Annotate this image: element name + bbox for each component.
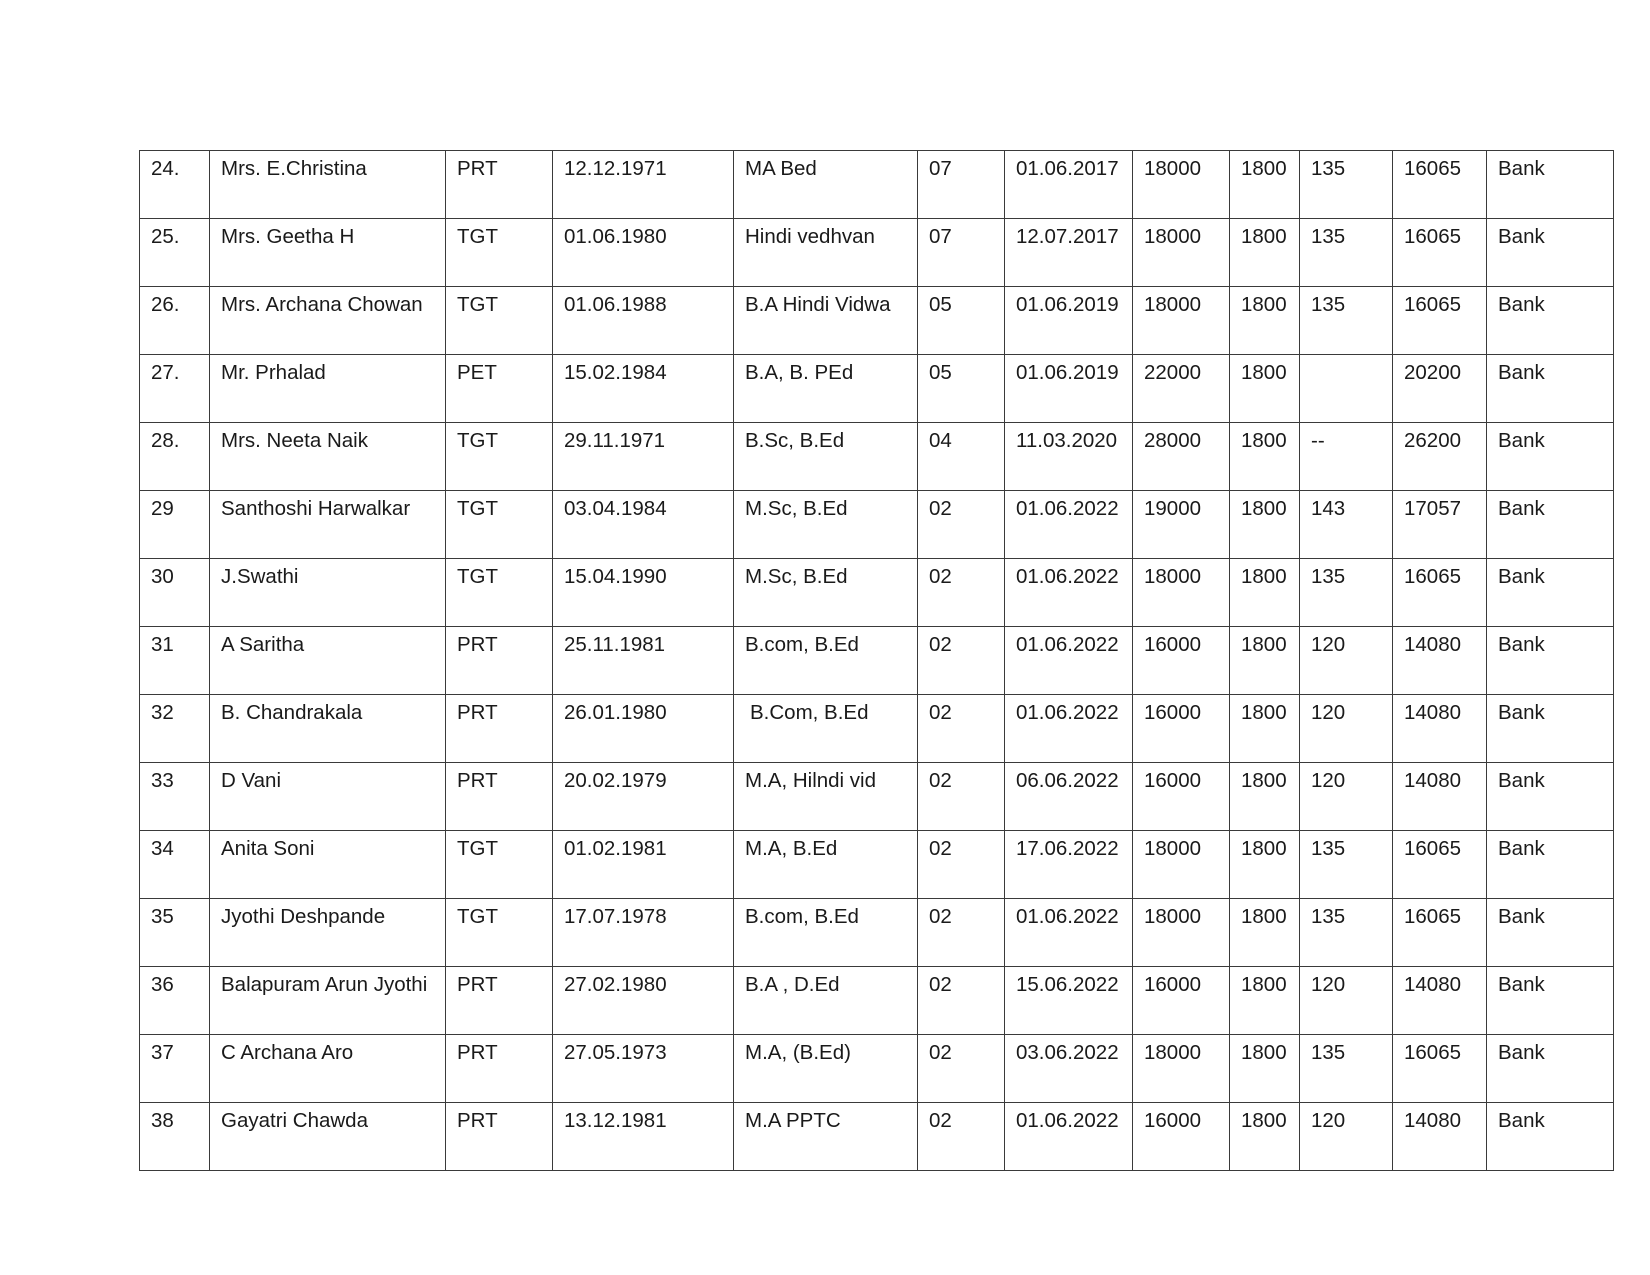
cell-salary: 28000 [1133, 423, 1230, 491]
cell-date-of-birth: 15.02.1984 [553, 355, 734, 423]
cell-experience: 02 [918, 1035, 1005, 1103]
cell-serial-number: 29 [140, 491, 210, 559]
cell-serial-number: 25. [140, 219, 210, 287]
cell-designation: PRT [446, 967, 553, 1035]
cell-deduction: 1800 [1230, 899, 1300, 967]
cell-payment-mode: Bank [1487, 1035, 1614, 1103]
cell-payment-mode: Bank [1487, 1103, 1614, 1171]
cell-tax [1300, 355, 1393, 423]
cell-tax: 143 [1300, 491, 1393, 559]
cell-experience: 05 [918, 287, 1005, 355]
table-row [140, 423, 1614, 491]
cell-salary: 19000 [1133, 491, 1230, 559]
cell-deduction: 1800 [1230, 151, 1300, 219]
cell-date-of-joining: 11.03.2020 [1005, 423, 1133, 491]
cell-qualification: M.Sc, B.Ed [734, 491, 918, 559]
cell-deduction: 1800 [1230, 287, 1300, 355]
table-row [140, 763, 1614, 831]
table-row [140, 1035, 1614, 1103]
cell-experience: 07 [918, 219, 1005, 287]
cell-designation: TGT [446, 899, 553, 967]
cell-staff-name: C Archana Aro [210, 1035, 446, 1103]
cell-deduction: 1800 [1230, 627, 1300, 695]
cell-experience: 02 [918, 899, 1005, 967]
cell-salary: 18000 [1133, 219, 1230, 287]
cell-net-pay: 26200 [1393, 423, 1487, 491]
table-body [140, 151, 1614, 1171]
cell-date-of-joining: 01.06.2019 [1005, 287, 1133, 355]
cell-serial-number: 30 [140, 559, 210, 627]
cell-tax: -- [1300, 423, 1393, 491]
cell-staff-name: Mr. Prhalad [210, 355, 446, 423]
cell-serial-number: 35 [140, 899, 210, 967]
cell-qualification: B.A , D.Ed [734, 967, 918, 1035]
cell-tax: 135 [1300, 151, 1393, 219]
table-row [140, 491, 1614, 559]
cell-tax: 120 [1300, 1103, 1393, 1171]
cell-deduction: 1800 [1230, 1035, 1300, 1103]
cell-payment-mode: Bank [1487, 287, 1614, 355]
cell-qualification: M.Sc, B.Ed [734, 559, 918, 627]
cell-staff-name: Mrs. Geetha H [210, 219, 446, 287]
cell-payment-mode: Bank [1487, 695, 1614, 763]
cell-payment-mode: Bank [1487, 899, 1614, 967]
cell-experience: 02 [918, 491, 1005, 559]
cell-experience: 02 [918, 763, 1005, 831]
cell-staff-name: Mrs. E.Christina [210, 151, 446, 219]
cell-date-of-joining: 01.06.2019 [1005, 355, 1133, 423]
cell-date-of-birth: 15.04.1990 [553, 559, 734, 627]
cell-designation: TGT [446, 287, 553, 355]
cell-net-pay: 14080 [1393, 967, 1487, 1035]
cell-deduction: 1800 [1230, 831, 1300, 899]
cell-serial-number: 24. [140, 151, 210, 219]
cell-net-pay: 16065 [1393, 559, 1487, 627]
cell-designation: TGT [446, 491, 553, 559]
cell-deduction: 1800 [1230, 355, 1300, 423]
cell-qualification: M.A, (B.Ed) [734, 1035, 918, 1103]
cell-deduction: 1800 [1230, 763, 1300, 831]
cell-serial-number: 32 [140, 695, 210, 763]
cell-deduction: 1800 [1230, 695, 1300, 763]
table-row [140, 219, 1614, 287]
cell-date-of-joining: 01.06.2022 [1005, 899, 1133, 967]
cell-date-of-joining: 01.06.2022 [1005, 695, 1133, 763]
cell-experience: 04 [918, 423, 1005, 491]
cell-net-pay: 16065 [1393, 287, 1487, 355]
cell-designation: TGT [446, 423, 553, 491]
cell-date-of-birth: 29.11.1971 [553, 423, 734, 491]
cell-salary: 16000 [1133, 763, 1230, 831]
cell-designation: PET [446, 355, 553, 423]
cell-staff-name: B. Chandrakala [210, 695, 446, 763]
cell-qualification: B.A Hindi Vidwa [734, 287, 918, 355]
cell-staff-name: D Vani [210, 763, 446, 831]
cell-tax: 135 [1300, 899, 1393, 967]
cell-designation: TGT [446, 559, 553, 627]
cell-date-of-joining: 01.06.2017 [1005, 151, 1133, 219]
cell-salary: 16000 [1133, 627, 1230, 695]
cell-deduction: 1800 [1230, 1103, 1300, 1171]
cell-deduction: 1800 [1230, 491, 1300, 559]
cell-qualification: Hindi vedhvan [734, 219, 918, 287]
cell-payment-mode: Bank [1487, 763, 1614, 831]
cell-date-of-birth: 20.02.1979 [553, 763, 734, 831]
cell-date-of-birth: 01.06.1980 [553, 219, 734, 287]
cell-designation: PRT [446, 627, 553, 695]
cell-staff-name: A Saritha [210, 627, 446, 695]
cell-deduction: 1800 [1230, 967, 1300, 1035]
cell-date-of-birth: 26.01.1980 [553, 695, 734, 763]
table-row [140, 1103, 1614, 1171]
cell-staff-name: Gayatri Chawda [210, 1103, 446, 1171]
cell-date-of-birth: 03.04.1984 [553, 491, 734, 559]
cell-experience: 02 [918, 831, 1005, 899]
cell-qualification: B.Com, B.Ed [734, 695, 918, 763]
cell-salary: 18000 [1133, 151, 1230, 219]
cell-payment-mode: Bank [1487, 219, 1614, 287]
table-row [140, 967, 1614, 1035]
cell-salary: 16000 [1133, 1103, 1230, 1171]
cell-staff-name: Balapuram Arun Jyothi [210, 967, 446, 1035]
cell-payment-mode: Bank [1487, 627, 1614, 695]
cell-staff-name: Santhoshi Harwalkar [210, 491, 446, 559]
cell-serial-number: 37 [140, 1035, 210, 1103]
cell-salary: 16000 [1133, 695, 1230, 763]
cell-tax: 135 [1300, 1035, 1393, 1103]
cell-experience: 02 [918, 627, 1005, 695]
cell-net-pay: 16065 [1393, 831, 1487, 899]
cell-payment-mode: Bank [1487, 967, 1614, 1035]
cell-tax: 135 [1300, 287, 1393, 355]
cell-net-pay: 17057 [1393, 491, 1487, 559]
cell-designation: TGT [446, 831, 553, 899]
cell-qualification: MA Bed [734, 151, 918, 219]
table-row [140, 151, 1614, 219]
cell-qualification: B.Sc, B.Ed [734, 423, 918, 491]
cell-tax: 120 [1300, 695, 1393, 763]
cell-qualification: B.com, B.Ed [734, 899, 918, 967]
cell-qualification: B.com, B.Ed [734, 627, 918, 695]
cell-date-of-birth: 27.05.1973 [553, 1035, 734, 1103]
cell-serial-number: 36 [140, 967, 210, 1035]
cell-tax: 120 [1300, 627, 1393, 695]
cell-net-pay: 20200 [1393, 355, 1487, 423]
cell-date-of-birth: 13.12.1981 [553, 1103, 734, 1171]
cell-net-pay: 16065 [1393, 1035, 1487, 1103]
cell-experience: 02 [918, 559, 1005, 627]
cell-deduction: 1800 [1230, 423, 1300, 491]
cell-experience: 05 [918, 355, 1005, 423]
cell-date-of-birth: 01.02.1981 [553, 831, 734, 899]
cell-serial-number: 28. [140, 423, 210, 491]
cell-date-of-joining: 01.06.2022 [1005, 491, 1133, 559]
staff-salary-table [139, 150, 1614, 1171]
cell-qualification: M.A, B.Ed [734, 831, 918, 899]
cell-serial-number: 33 [140, 763, 210, 831]
cell-designation: PRT [446, 151, 553, 219]
cell-tax: 135 [1300, 831, 1393, 899]
cell-staff-name: J.Swathi [210, 559, 446, 627]
cell-serial-number: 31 [140, 627, 210, 695]
cell-payment-mode: Bank [1487, 355, 1614, 423]
cell-experience: 07 [918, 151, 1005, 219]
cell-designation: PRT [446, 1035, 553, 1103]
cell-serial-number: 27. [140, 355, 210, 423]
cell-designation: TGT [446, 219, 553, 287]
cell-qualification: B.A, B. PEd [734, 355, 918, 423]
cell-salary: 22000 [1133, 355, 1230, 423]
cell-tax: 135 [1300, 219, 1393, 287]
table-row [140, 559, 1614, 627]
table-row [140, 627, 1614, 695]
cell-salary: 18000 [1133, 1035, 1230, 1103]
cell-date-of-joining: 01.06.2022 [1005, 559, 1133, 627]
cell-designation: PRT [446, 695, 553, 763]
cell-date-of-joining: 03.06.2022 [1005, 1035, 1133, 1103]
cell-staff-name: Anita Soni [210, 831, 446, 899]
cell-serial-number: 34 [140, 831, 210, 899]
cell-date-of-joining: 06.06.2022 [1005, 763, 1133, 831]
cell-date-of-birth: 25.11.1981 [553, 627, 734, 695]
cell-payment-mode: Bank [1487, 831, 1614, 899]
cell-staff-name: Jyothi Deshpande [210, 899, 446, 967]
cell-qualification: M.A PPTC [734, 1103, 918, 1171]
cell-experience: 02 [918, 1103, 1005, 1171]
table-row [140, 287, 1614, 355]
table-row [140, 695, 1614, 763]
cell-payment-mode: Bank [1487, 423, 1614, 491]
cell-net-pay: 16065 [1393, 151, 1487, 219]
cell-payment-mode: Bank [1487, 151, 1614, 219]
cell-date-of-joining: 15.06.2022 [1005, 967, 1133, 1035]
cell-net-pay: 16065 [1393, 219, 1487, 287]
cell-date-of-birth: 01.06.1988 [553, 287, 734, 355]
cell-designation: PRT [446, 763, 553, 831]
cell-serial-number: 26. [140, 287, 210, 355]
cell-tax: 120 [1300, 967, 1393, 1035]
cell-date-of-birth: 17.07.1978 [553, 899, 734, 967]
cell-experience: 02 [918, 967, 1005, 1035]
cell-salary: 18000 [1133, 831, 1230, 899]
cell-date-of-birth: 27.02.1980 [553, 967, 734, 1035]
cell-staff-name: Mrs. Archana Chowan [210, 287, 446, 355]
cell-payment-mode: Bank [1487, 491, 1614, 559]
cell-date-of-joining: 12.07.2017 [1005, 219, 1133, 287]
cell-serial-number: 38 [140, 1103, 210, 1171]
table-row [140, 831, 1614, 899]
cell-experience: 02 [918, 695, 1005, 763]
cell-tax: 120 [1300, 763, 1393, 831]
cell-net-pay: 14080 [1393, 1103, 1487, 1171]
cell-deduction: 1800 [1230, 559, 1300, 627]
cell-salary: 18000 [1133, 559, 1230, 627]
table-row [140, 899, 1614, 967]
cell-date-of-joining: 01.06.2022 [1005, 627, 1133, 695]
cell-date-of-birth: 12.12.1971 [553, 151, 734, 219]
cell-net-pay: 16065 [1393, 899, 1487, 967]
cell-net-pay: 14080 [1393, 627, 1487, 695]
cell-qualification: M.A, Hilndi vid [734, 763, 918, 831]
cell-date-of-joining: 17.06.2022 [1005, 831, 1133, 899]
cell-deduction: 1800 [1230, 219, 1300, 287]
cell-payment-mode: Bank [1487, 559, 1614, 627]
cell-date-of-joining: 01.06.2022 [1005, 1103, 1133, 1171]
cell-net-pay: 14080 [1393, 695, 1487, 763]
cell-designation: PRT [446, 1103, 553, 1171]
cell-salary: 16000 [1133, 967, 1230, 1035]
cell-salary: 18000 [1133, 899, 1230, 967]
table-row [140, 355, 1614, 423]
cell-tax: 135 [1300, 559, 1393, 627]
cell-salary: 18000 [1133, 287, 1230, 355]
cell-staff-name: Mrs. Neeta Naik [210, 423, 446, 491]
cell-net-pay: 14080 [1393, 763, 1487, 831]
